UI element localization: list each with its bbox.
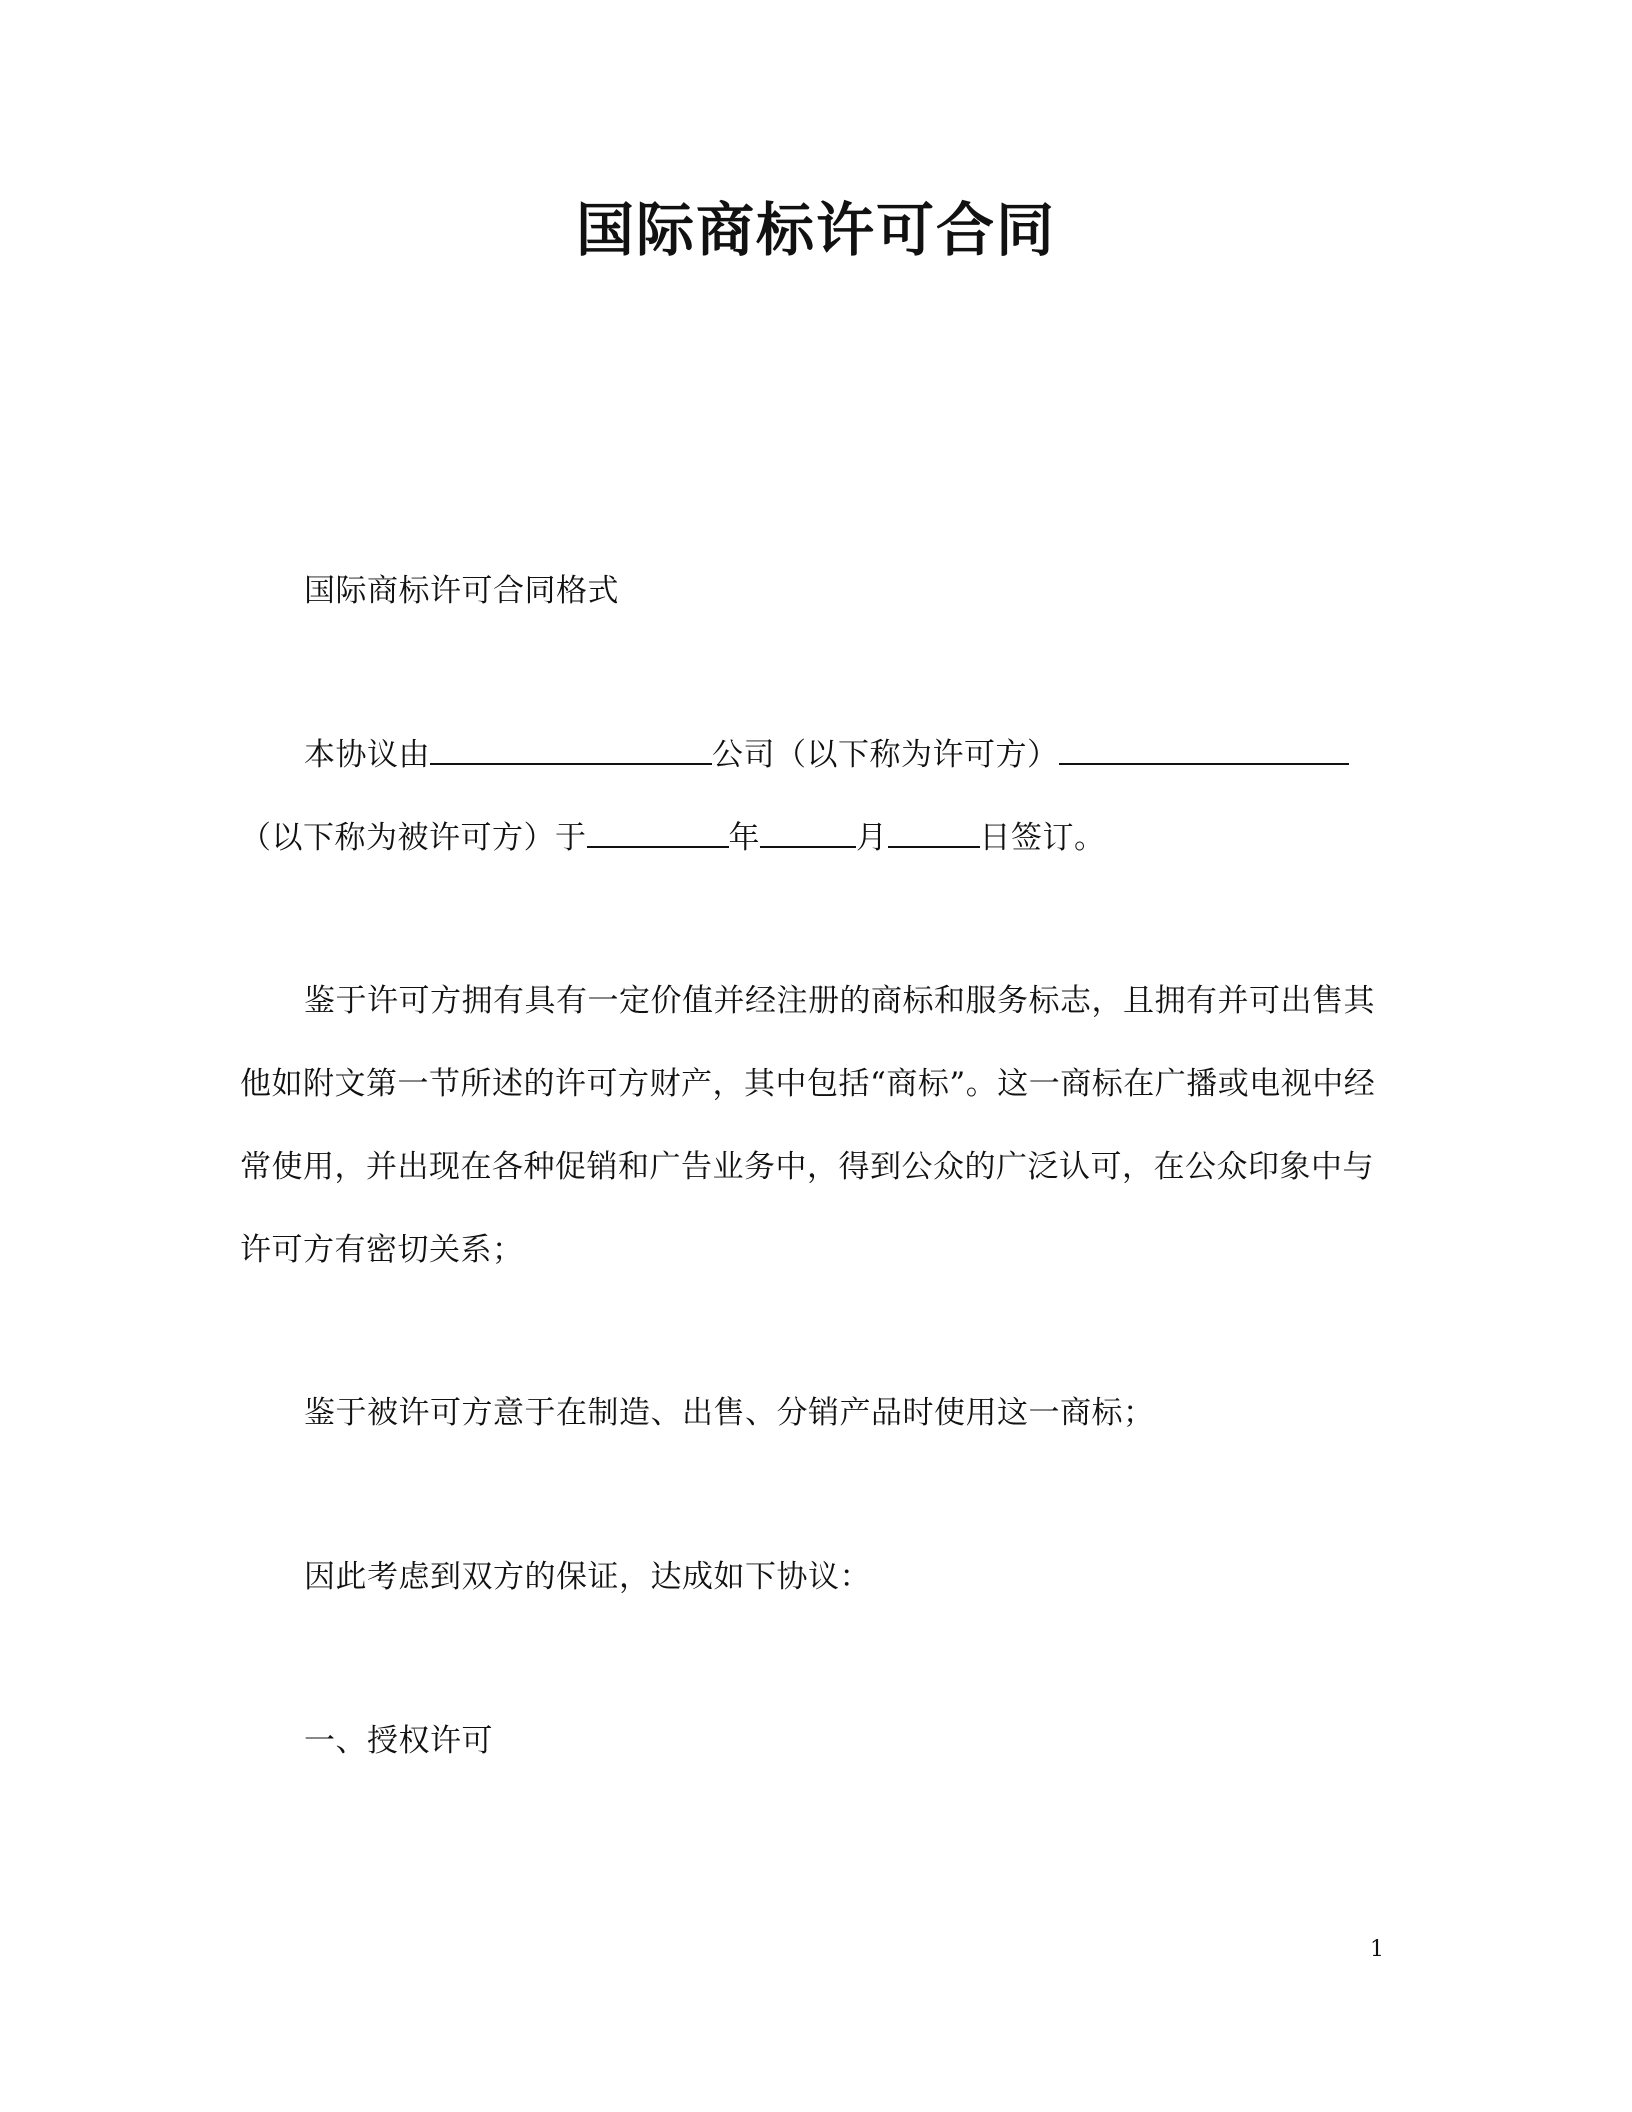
agreement-text-5: 月 (856, 820, 888, 856)
whereas-paragraph-2: 鉴于被许可方意于在制造、出售、分销产品时使用这一商标； (304, 1395, 1155, 1431)
agreement-text-6: 日签订。 (979, 820, 1106, 856)
agreement-text-3: （以下称为被许可方）于 (240, 820, 587, 856)
day-blank (888, 816, 980, 848)
company-name-blank (430, 733, 712, 765)
agreement-text-1: 本协议由 (304, 737, 430, 773)
therefore-paragraph: 因此考虑到双方的保证，达成如下协议： (304, 1559, 871, 1595)
agreement-text-2: 公司（以下称为许可方） (712, 737, 1059, 773)
agreement-text-4: 年 (728, 820, 760, 856)
year-blank (587, 816, 729, 848)
month-blank (760, 816, 856, 848)
licensee-name-blank (1059, 733, 1349, 765)
agreement-paragraph (240, 714, 1380, 880)
page-number: 1 (1370, 1937, 1384, 1962)
whereas-paragraph-1: 鉴于许可方拥有具有一定价值并经注册的商标和服务标志，且拥有并可出售其他如附文第一节所述的许可方财产，其中包括“商标”。这一商标在广播或电视中经常使用，并出现在各种促销和广告业务中，得到公众的广泛认可，在公众印象中与许可方有密切关系； (240, 983, 1376, 1268)
document-title: 国际商标许可合同 (575, 196, 1056, 264)
section-heading-1: 一、授权许可 (304, 1723, 493, 1759)
document-subtitle: 国际商标许可合同格式 (304, 573, 619, 609)
